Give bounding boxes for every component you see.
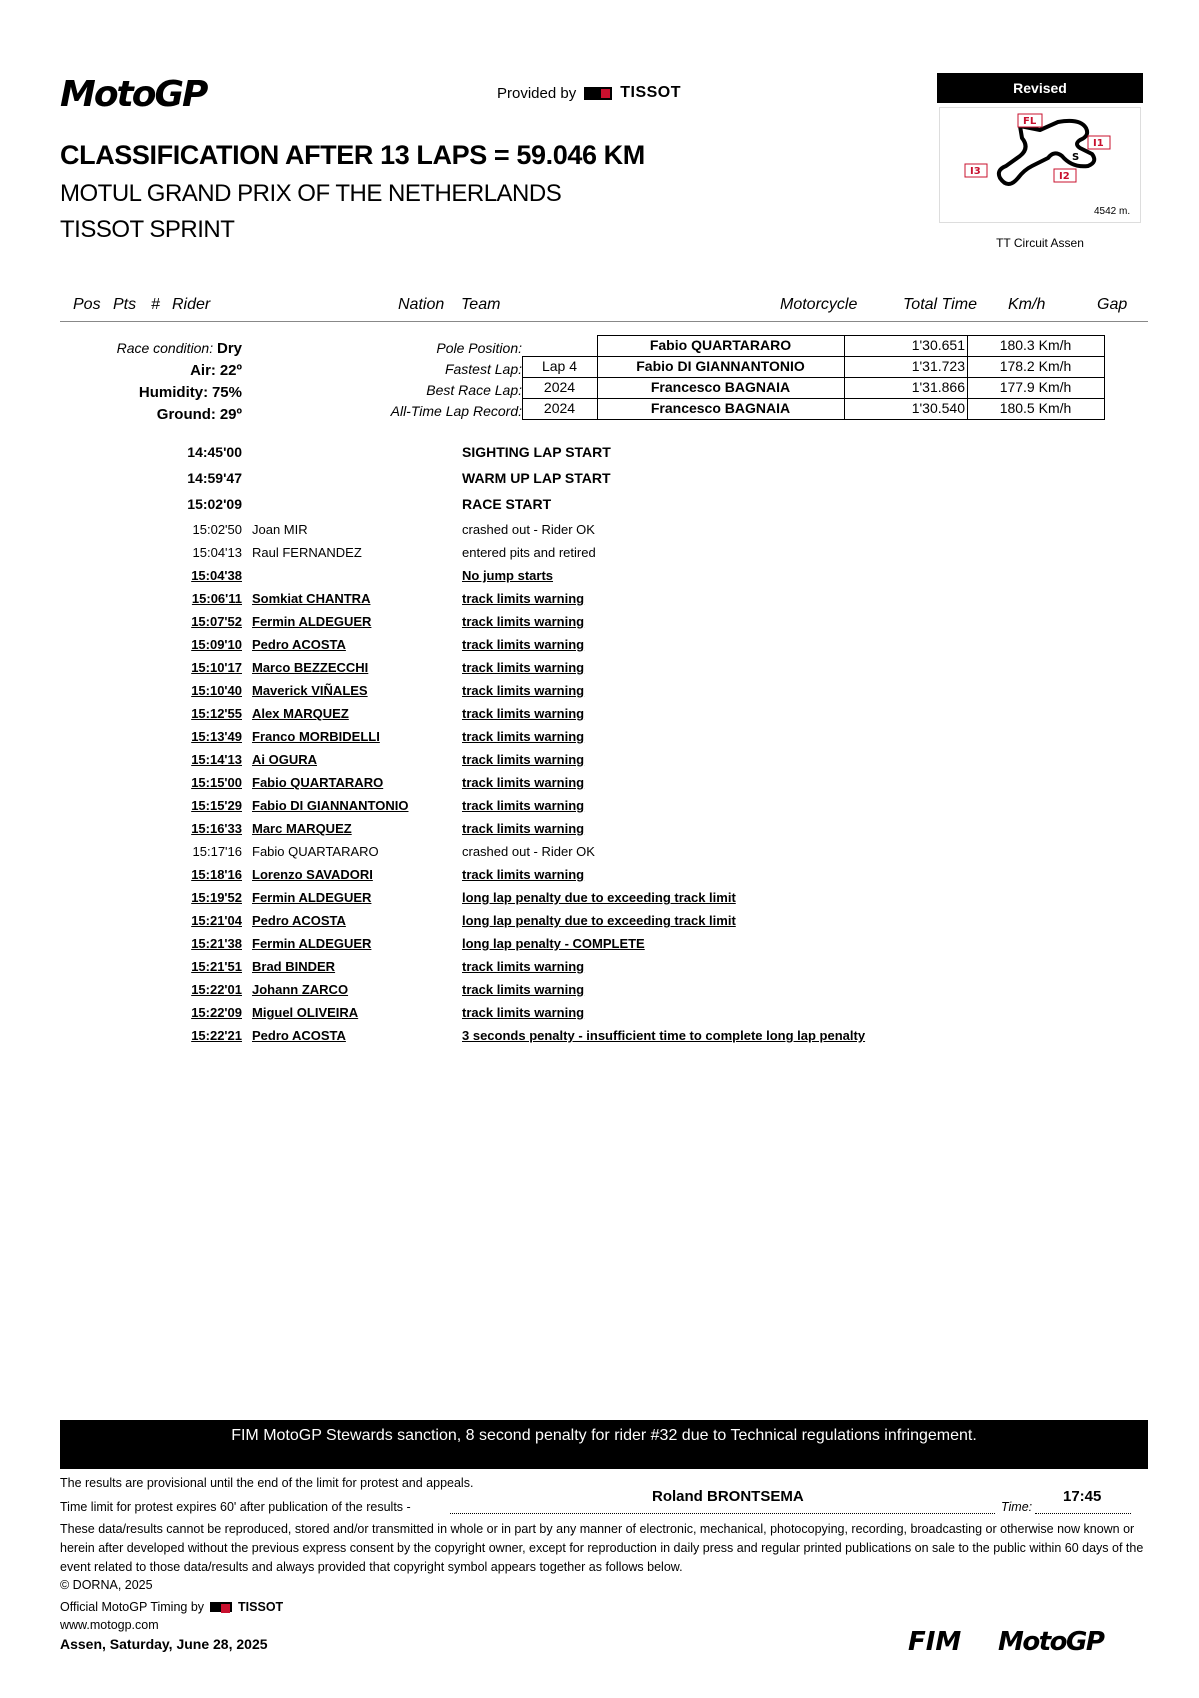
- event-time: 15:17'16: [192, 844, 242, 859]
- col-team: Team: [461, 296, 501, 313]
- header-divider: [60, 321, 1148, 322]
- event-description: track limits warning: [462, 706, 585, 721]
- provided-by-label: Provided by: [497, 84, 577, 102]
- event-rider: Maverick VIÑALES: [252, 683, 368, 698]
- event-rider: Somkiat CHANTRA: [252, 591, 371, 606]
- fim-logo: FIM: [908, 1627, 962, 1656]
- record-speed: 180.3 Km/h: [999, 337, 1072, 353]
- event-time: 15:10'40: [191, 683, 242, 698]
- event-time: 15:22'21: [191, 1028, 242, 1043]
- record-row: [522, 335, 1105, 356]
- time-line: [1035, 1513, 1131, 1514]
- event-time: 15:22'01: [191, 982, 242, 997]
- record-lap: Lap 4: [541, 358, 578, 374]
- motogp-logo: [60, 72, 280, 114]
- col-total-time: Total Time: [903, 296, 977, 313]
- event-description: track limits warning: [462, 660, 585, 675]
- event-rider: Franco MORBIDELLI: [252, 729, 380, 744]
- col-rider: Rider: [172, 296, 211, 313]
- event-time: 15:02'50: [192, 522, 242, 537]
- event-time: 15:04'13: [192, 545, 242, 560]
- footer-logos: [908, 1626, 1148, 1656]
- event-rider: Fermin ALDEGUER: [252, 890, 372, 905]
- event-description: track limits warning: [462, 637, 585, 652]
- event-time: 15:09'10: [191, 637, 242, 652]
- event-time: 15:06'11: [191, 591, 242, 606]
- event-rider: Marc MARQUEZ: [252, 821, 352, 836]
- timing-credit: [60, 1600, 283, 1614]
- event-description: track limits warning: [462, 798, 585, 813]
- track-map-icon: [940, 108, 1140, 222]
- event-description: crashed out - Rider OK: [462, 522, 595, 537]
- record-speed: 180.5 Km/h: [999, 400, 1072, 416]
- col-pos: Pos: [73, 296, 101, 313]
- event-time: 15:10'17: [191, 660, 242, 675]
- time-value: 17:45: [1063, 1488, 1102, 1505]
- steward-name: Roland BRONTSEMA: [652, 1488, 804, 1505]
- event-time: 15:15'00: [191, 775, 242, 790]
- ground-temp: [42, 406, 242, 423]
- event-rider: Fabio DI GIANNANTONIO: [252, 798, 409, 813]
- event-rider: Alex MARQUEZ: [252, 706, 349, 721]
- event-rider: Fermin ALDEGUER: [252, 614, 372, 629]
- cond-label: Humidity:: [138, 384, 209, 401]
- cond-value: 75%: [211, 384, 242, 401]
- record-row: [522, 356, 1105, 377]
- event-time: 15:21'38: [191, 936, 242, 951]
- copyright: © DORNA, 2025: [60, 1578, 153, 1592]
- event-time: 15:22'09: [191, 1005, 242, 1020]
- track-length: 4542 m.: [1094, 206, 1131, 217]
- record-label-fastest: Fastest Lap:: [444, 361, 522, 377]
- event-rider: Johann ZARCO: [252, 982, 349, 997]
- event-rider: Pedro ACOSTA: [252, 1028, 346, 1043]
- event-time: 15:21'04: [191, 913, 242, 928]
- record-lap: 2024: [543, 379, 576, 395]
- major-event-label: WARM UP LAP START: [462, 470, 611, 486]
- record-rider: Fabio QUARTARARO: [649, 337, 792, 353]
- record-lap: [522, 335, 597, 356]
- record-label-pole: Pole Position:: [436, 340, 522, 356]
- record-label-alltime: All-Time Lap Record:: [390, 403, 522, 419]
- event-rider: Ai OGURA: [252, 752, 317, 767]
- record-row: [522, 398, 1105, 419]
- revised-badge: Revised: [937, 73, 1143, 103]
- col-pts: Pts: [113, 296, 137, 313]
- event-time: 15:16'33: [191, 821, 242, 836]
- circuit-name: TT Circuit Assen: [996, 236, 1084, 250]
- cond-label: Ground:: [156, 406, 216, 423]
- cond-value: 29º: [219, 406, 242, 423]
- event-rider: Raul FERNANDEZ: [252, 545, 362, 560]
- event-description: crashed out - Rider OK: [462, 844, 595, 859]
- map-label-fl: FL: [1023, 116, 1037, 127]
- event-rider: Pedro ACOSTA: [252, 913, 346, 928]
- copyright-disclaimer: These data/results cannot be reproduced, stored and/or transmitted in whole or in part by any manner of electronic, mechanical, photocopying, recording, broadcasting or otherwise now known or herein after developed without the previous express consent by the copyright owner, except for reproduction in daily press and regular printed publications on sale to the public within 60 days of the event related to those data/results and always provided that copyright symbol appears together as follows below.: [60, 1522, 1144, 1574]
- tissot-icon: [210, 1602, 232, 1612]
- major-event-label: RACE START: [462, 496, 552, 512]
- event-description: long lap penalty - COMPLETE: [462, 936, 645, 951]
- map-label-i2: I2: [1059, 171, 1070, 182]
- event-time: 15:04'38: [191, 568, 242, 583]
- air-temp: [42, 362, 242, 379]
- motogp-footer-logo: MotoGP: [998, 1627, 1104, 1656]
- website: www.motogp.com: [60, 1618, 159, 1632]
- event-time: 15:12'55: [191, 706, 242, 721]
- record-rider: Fabio DI GIANNANTONIO: [636, 358, 805, 374]
- event-name: MOTUL GRAND PRIX OF THE NETHERLANDS: [60, 180, 562, 207]
- event-description: track limits warning: [462, 729, 585, 744]
- event-description: track limits warning: [462, 752, 585, 767]
- col-motorcycle: Motorcycle: [780, 296, 858, 313]
- record-speed: 177.9 Km/h: [999, 379, 1072, 395]
- cond-label: Race condition:: [116, 340, 214, 356]
- timing-label: Official MotoGP Timing by: [60, 1600, 205, 1614]
- humidity: [42, 384, 242, 401]
- event-description: track limits warning: [462, 959, 585, 974]
- event-rider: Fabio QUARTARARO: [252, 775, 384, 790]
- event-rider: Brad BINDER: [252, 959, 336, 974]
- event-time: 15:13'49: [191, 729, 242, 744]
- sponsor-name: TISSOT: [620, 84, 681, 101]
- event-time: 15:18'16: [191, 867, 242, 882]
- event-description: track limits warning: [462, 683, 585, 698]
- event-time: 15:14'13: [191, 752, 242, 767]
- stewards-banner: FIM MotoGP Stewards sanction, 8 second penalty for rider #32 due to Technical regulations infringement.: [60, 1420, 1148, 1469]
- time-label: Time:: [1001, 1500, 1033, 1514]
- event-description: track limits warning: [462, 775, 585, 790]
- cond-value: Dry: [216, 340, 242, 357]
- event-rider: Fabio QUARTARARO: [252, 844, 379, 859]
- record-rider: Francesco BAGNAIA: [650, 379, 791, 395]
- provided-by: [497, 84, 681, 102]
- event-rider: Miguel OLIVEIRA: [252, 1005, 359, 1020]
- cond-label: Air:: [190, 362, 216, 379]
- signature-line: [450, 1513, 995, 1514]
- record-time: 1'31.723: [911, 358, 965, 374]
- event-description: track limits warning: [462, 1005, 585, 1020]
- major-event-time: 14:59'47: [187, 470, 242, 486]
- event-description: long lap penalty due to exceeding track limit: [462, 913, 736, 928]
- map-label-s: S: [1072, 152, 1080, 163]
- event-time: 15:19'52: [191, 890, 242, 905]
- record-speed: 178.2 Km/h: [999, 358, 1072, 374]
- tissot-icon: [584, 87, 612, 100]
- event-time: 15:07'52: [191, 614, 242, 629]
- record-row: [522, 377, 1105, 398]
- event-description: 3 seconds penalty - insufficient time to complete long lap penalty: [462, 1028, 866, 1043]
- event-rider: Lorenzo SAVADORI: [252, 867, 373, 882]
- cond-value: 22º: [219, 362, 242, 379]
- race-condition: [42, 340, 242, 357]
- event-description: track limits warning: [462, 867, 585, 882]
- record-time: 1'31.866: [911, 379, 965, 395]
- col-number: #: [151, 296, 160, 313]
- col-gap: Gap: [1097, 296, 1128, 313]
- major-event-label: SIGHTING LAP START: [462, 444, 611, 460]
- map-label-i3: I3: [970, 166, 981, 177]
- event-time: 15:21'51: [191, 959, 242, 974]
- event-description: track limits warning: [462, 591, 585, 606]
- record-rider: Francesco BAGNAIA: [650, 400, 791, 416]
- motogp-logo-text: MotoGP: [60, 74, 207, 114]
- map-label-i1: I1: [1093, 138, 1104, 149]
- provisional-notice: The results are provisional until the end of the limit for protest and appeals.: [60, 1476, 474, 1490]
- event-description: track limits warning: [462, 821, 585, 836]
- event-description: entered pits and retired: [462, 545, 596, 560]
- session-name: TISSOT SPRINT: [60, 216, 235, 243]
- col-kmh: Km/h: [1008, 296, 1046, 313]
- page-title: CLASSIFICATION AFTER 13 LAPS = 59.046 KM: [60, 140, 645, 170]
- event-description: long lap penalty due to exceeding track limit: [462, 890, 736, 905]
- sponsor-name: TISSOT: [238, 1600, 284, 1614]
- protest-limit: Time limit for protest expires 60' after publication of the results -: [60, 1500, 411, 1514]
- event-time: 15:15'29: [191, 798, 242, 813]
- event-description: track limits warning: [462, 982, 585, 997]
- event-date: Assen, Saturday, June 28, 2025: [60, 1636, 268, 1652]
- event-rider: Fermin ALDEGUER: [252, 936, 372, 951]
- event-rider: Joan MIR: [252, 522, 308, 537]
- event-rider: Marco BEZZECCHI: [252, 660, 369, 675]
- event-rider: Pedro ACOSTA: [252, 637, 346, 652]
- event-description: track limits warning: [462, 614, 585, 629]
- records-table: [522, 335, 1105, 421]
- record-time: 1'30.651: [911, 337, 965, 353]
- col-nation: Nation: [398, 296, 445, 313]
- event-description: No jump starts: [462, 568, 554, 583]
- record-label-best: Best Race Lap:: [426, 382, 522, 398]
- record-time: 1'30.540: [911, 400, 965, 416]
- major-event-time: 14:45'00: [187, 444, 242, 460]
- major-event-time: 15:02'09: [187, 496, 242, 512]
- record-lap: 2024: [543, 400, 576, 416]
